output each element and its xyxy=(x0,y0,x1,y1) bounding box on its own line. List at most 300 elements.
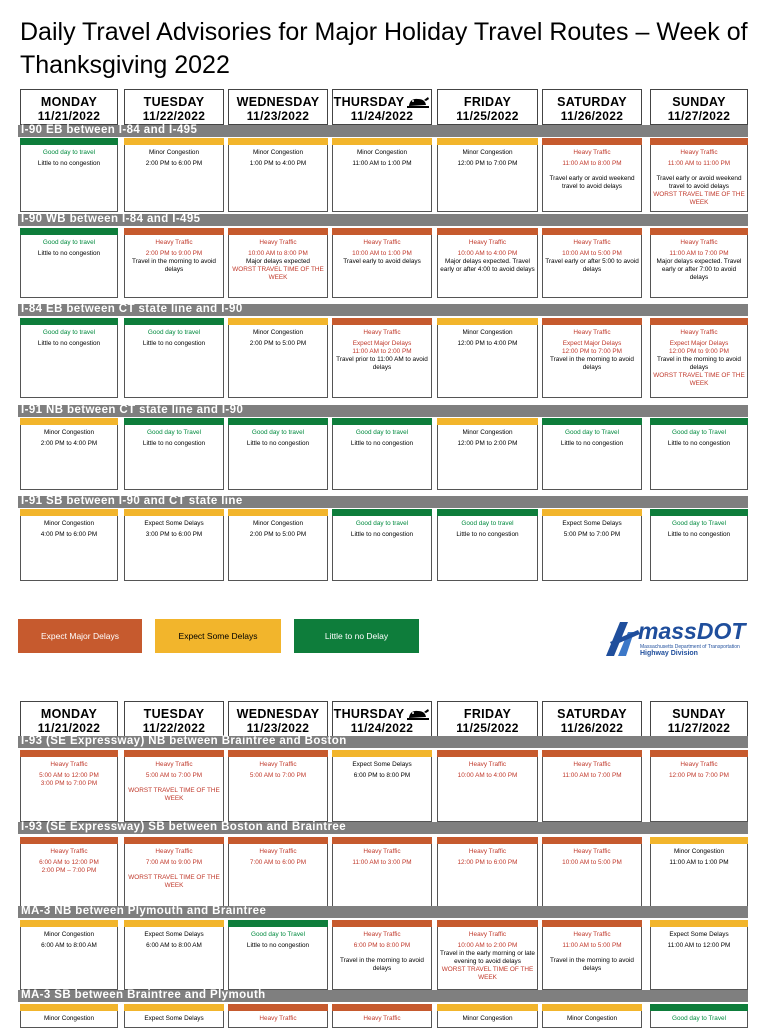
advisory-text: 5:00 AM to 7:00 PM xyxy=(145,772,203,779)
status-bar-some xyxy=(332,750,432,757)
advisory-text: 10:00 AM to 1:00 PM xyxy=(352,250,412,257)
advisory-cell xyxy=(228,750,328,822)
advisory-text: Heavy Traffic xyxy=(573,761,611,768)
advisory-text: WORST TRAVEL TIME OF THE WEEK xyxy=(653,372,745,387)
status-bar-major xyxy=(650,318,748,325)
advisory-cell xyxy=(650,318,748,398)
status-bar-some xyxy=(124,138,224,145)
advisory-text: Good day to travel xyxy=(251,429,305,436)
advisory-cell xyxy=(20,509,118,581)
logo-prefix: mass xyxy=(638,618,697,644)
advisory-text: Expect Some Delays xyxy=(562,520,622,527)
advisory-text: Minor Congestion xyxy=(43,1015,95,1022)
status-bar-major xyxy=(124,837,224,844)
status-bar-major xyxy=(542,837,642,844)
advisory-text: Minor Congestion xyxy=(462,1015,513,1022)
status-bar-some xyxy=(332,138,432,145)
advisory-cell xyxy=(437,920,538,990)
route-title: I-84 EB between CT state line and I-90 xyxy=(21,303,243,315)
advisory-text: 11:00 AM to 2:00 PM xyxy=(352,348,412,355)
status-bar-little xyxy=(437,509,538,516)
route-title: I-91 NB between CT state line and I-90 xyxy=(21,404,244,416)
status-bar-major xyxy=(542,920,642,927)
route-title: I-93 (SE Expressway) SB between Boston and Braintree xyxy=(21,821,346,833)
advisory-text: 6:00 PM to 8:00 PM xyxy=(353,942,411,949)
advisory-text: Minor Congestion xyxy=(462,149,513,156)
advisory-text: Heavy Traffic xyxy=(680,239,718,246)
advisory-text: 7:00 AM to 6:00 PM xyxy=(249,859,307,866)
advisory-cell xyxy=(124,418,224,490)
advisory-cell xyxy=(650,138,748,212)
day-name: SUNDAY xyxy=(672,95,726,109)
advisory-cell xyxy=(437,837,538,909)
route-band xyxy=(18,736,748,748)
status-bar-some xyxy=(542,1004,642,1011)
advisory-text: Travel early or after 5:00 to avoid delays xyxy=(545,258,639,273)
advisory-text: 6:00 AM to 8:00 AM xyxy=(146,942,202,949)
advisory-text: Good day to Travel xyxy=(672,1015,726,1022)
advisory-text: 10:00 AM to 8:00 PM xyxy=(248,250,308,257)
advisory-text: 2:00 PM to 4:00 PM xyxy=(40,440,98,447)
status-bar-some xyxy=(650,920,748,927)
advisory-text: Little to no congestion xyxy=(667,531,731,538)
advisory-cell xyxy=(332,509,432,581)
advisory-cell xyxy=(650,1004,748,1028)
day-name: SATURDAY xyxy=(557,95,627,109)
advisory-cell xyxy=(332,418,432,490)
route-band xyxy=(18,906,748,918)
logo-line2: Highway Division xyxy=(640,650,698,657)
advisory-cell xyxy=(332,228,432,298)
status-bar-some xyxy=(20,509,118,516)
status-bar-major xyxy=(542,138,642,145)
advisory-text: Heavy Traffic xyxy=(363,239,401,246)
advisory-cell xyxy=(332,318,432,398)
day-header-tuesday xyxy=(124,701,224,737)
advisory-cell xyxy=(542,228,642,298)
status-bar-major xyxy=(650,750,748,757)
day-name: WEDNESDAY xyxy=(236,707,320,721)
logo-suffix: DOT xyxy=(696,618,746,644)
advisory-text: Little to no congestion xyxy=(37,160,101,167)
advisory-cell xyxy=(542,1004,642,1028)
status-bar-major xyxy=(437,837,538,844)
advisory-text: 1:00 PM to 4:00 PM xyxy=(249,160,307,167)
advisory-text: WORST TRAVEL TIME OF THE WEEK xyxy=(441,966,534,981)
advisory-text: 11:00 AM to 8:00 PM xyxy=(562,160,622,167)
advisory-text: Little to no congestion xyxy=(350,531,414,538)
advisory-text: Major delays expected xyxy=(246,258,310,265)
day-header-sunday xyxy=(650,701,748,737)
advisory-cell xyxy=(542,750,642,822)
advisory-text: Heavy Traffic xyxy=(155,761,193,768)
advisory-text: Expect Some Delays xyxy=(144,931,204,938)
day-date: 11/21/2022 xyxy=(37,109,101,123)
day-name: TUESDAY xyxy=(143,707,205,721)
status-bar-major xyxy=(228,228,328,235)
advisory-cell xyxy=(124,318,224,398)
status-bar-major xyxy=(228,1004,328,1011)
advisory-text: 2:00 PM – 7:00 PM xyxy=(41,867,97,874)
day-name: THURSDAY xyxy=(333,707,431,721)
advisory-cell xyxy=(20,318,118,398)
route-band xyxy=(18,304,748,316)
status-bar-major xyxy=(650,138,748,145)
advisory-cell xyxy=(124,138,224,212)
advisory-text: Minor Congestion xyxy=(462,429,513,436)
advisory-cell xyxy=(650,837,748,909)
advisory-text: Travel early or avoid weekend travel to avoid delays xyxy=(656,175,742,190)
advisory-text: Expect Some Delays xyxy=(352,761,412,768)
turkey-icon xyxy=(406,708,430,721)
advisory-text: 5:00 PM to 7:00 PM xyxy=(563,531,621,538)
route-title: I-93 (SE Expressway) NB between Braintree and Boston xyxy=(21,735,347,747)
status-bar-little xyxy=(124,418,224,425)
advisory-text: WORST TRAVEL TIME OF THE WEEK xyxy=(128,874,220,889)
advisory-text: 5:00 AM to 7:00 PM xyxy=(249,772,307,779)
status-bar-some xyxy=(124,1004,224,1011)
advisory-cell xyxy=(124,228,224,298)
status-bar-major xyxy=(332,920,432,927)
advisory-text: 12:00 PM to 6:00 PM xyxy=(457,859,518,866)
status-bar-major xyxy=(542,318,642,325)
advisory-text: Minor Congestion xyxy=(43,520,95,527)
day-date: 11/25/2022 xyxy=(456,109,519,123)
advisory-cell xyxy=(332,750,432,822)
advisory-text: Heavy Traffic xyxy=(573,149,611,156)
advisory-text: Good day to travel xyxy=(461,520,514,527)
advisory-cell xyxy=(124,750,224,822)
turkey-icon xyxy=(406,96,430,109)
advisory-text: Little to no congestion xyxy=(142,340,206,347)
advisory-text: Heavy Traffic xyxy=(259,239,297,246)
advisory-text: Travel in the early morning or late evening to avoid delays xyxy=(440,950,535,965)
day-name: SUNDAY xyxy=(672,707,726,721)
advisory-text: Heavy Traffic xyxy=(363,848,401,855)
day-header-saturday xyxy=(542,89,642,125)
advisory-cell xyxy=(124,1004,224,1028)
advisory-text: Little to no congestion xyxy=(37,250,101,257)
day-header-friday xyxy=(437,89,538,125)
advisory-cell xyxy=(650,920,748,990)
advisory-text: 7:00 AM to 9:00 PM xyxy=(145,859,203,866)
advisory-text: 11:00 AM to 5:00 PM xyxy=(562,942,622,949)
advisory-text: Little to no congestion xyxy=(456,531,519,538)
status-bar-some xyxy=(542,509,642,516)
advisory-text: Heavy Traffic xyxy=(155,239,193,246)
advisory-cell xyxy=(20,837,118,909)
route-title: I-90 EB between I-84 and I-495 xyxy=(21,124,198,136)
advisory-text: 12:00 PM to 4:00 PM xyxy=(457,340,518,347)
status-bar-major xyxy=(332,837,432,844)
advisory-text: Heavy Traffic xyxy=(259,848,297,855)
status-bar-major xyxy=(332,228,432,235)
advisory-cell xyxy=(20,138,118,212)
status-bar-some xyxy=(437,1004,538,1011)
legend-little: Little to no Delay xyxy=(294,619,419,653)
advisory-cell xyxy=(20,1004,118,1028)
day-name: FRIDAY xyxy=(463,95,512,109)
day-header-sunday xyxy=(650,89,748,125)
day-name: TUESDAY xyxy=(143,95,205,109)
advisory-text: 6:00 AM to 12:00 PM xyxy=(39,859,99,866)
day-name: SATURDAY xyxy=(557,707,627,721)
route-band xyxy=(18,214,748,226)
advisory-cell xyxy=(437,750,538,822)
advisory-text: 5:00 AM to 12:00 PM xyxy=(39,772,99,779)
route-title: MA-3 NB between Plymouth and Braintree xyxy=(21,905,267,917)
advisory-text: Good day to travel xyxy=(355,429,409,436)
status-bar-major xyxy=(542,228,642,235)
route-band xyxy=(18,405,748,417)
advisory-text: Little to no congestion xyxy=(560,440,624,447)
advisory-text: Travel in the morning to avoid delays xyxy=(132,258,216,273)
day-header-saturday xyxy=(542,701,642,737)
legend-some: Expect Some Delays xyxy=(155,619,281,653)
advisory-text: Minor Congestion xyxy=(673,848,725,855)
status-bar-little xyxy=(650,509,748,516)
advisory-cell xyxy=(437,318,538,398)
advisory-cell xyxy=(228,509,328,581)
page-title: Daily Travel Advisories for Major Holiday Travel Routes – Week of Thanksgiving 2022 xyxy=(20,18,748,79)
advisory-text: 12:00 PM to 7:00 PM xyxy=(561,348,623,355)
status-bar-little xyxy=(332,418,432,425)
advisory-text: Heavy Traffic xyxy=(363,931,401,938)
advisory-text: Major delays expected. Travel early or after 4:00 to avoid delays xyxy=(440,258,535,273)
status-bar-some xyxy=(437,138,538,145)
advisory-text: 11:00 AM to 7:00 PM xyxy=(669,250,729,257)
advisory-cell xyxy=(228,318,328,398)
advisory-cell xyxy=(332,1004,432,1028)
advisory-text: Travel prior to 11:00 AM to avoid delays xyxy=(336,356,428,371)
advisory-text: 12:00 PM to 2:00 PM xyxy=(457,440,518,447)
advisory-text: Good day to Travel xyxy=(672,520,726,527)
day-date: 11/27/2022 xyxy=(667,721,731,735)
advisory-text: 3:00 PM to 7:00 PM xyxy=(40,780,98,787)
advisory-text: 3:00 PM to 6:00 PM xyxy=(145,531,203,538)
advisory-text: Expect Major Delays xyxy=(669,340,729,347)
status-bar-major xyxy=(124,750,224,757)
day-date: 11/26/2022 xyxy=(560,721,624,735)
status-bar-major xyxy=(650,228,748,235)
advisory-cell xyxy=(437,1004,538,1028)
route-band xyxy=(18,125,748,137)
day-name: FRIDAY xyxy=(463,707,512,721)
advisory-text: Heavy Traffic xyxy=(573,848,611,855)
advisory-text: 11:00 AM to 12:00 PM xyxy=(667,942,731,949)
advisory-text: Minor Congestion xyxy=(462,329,513,336)
advisory-text: Heavy Traffic xyxy=(363,1015,401,1022)
status-bar-some xyxy=(124,509,224,516)
day-name: MONDAY xyxy=(40,95,98,109)
advisory-text: Minor Congestion xyxy=(252,329,304,336)
advisory-text: WORST TRAVEL TIME OF THE WEEK xyxy=(232,266,324,281)
advisory-text: Little to no congestion xyxy=(350,440,414,447)
advisory-cell xyxy=(20,418,118,490)
status-bar-major xyxy=(20,750,118,757)
advisory-cell xyxy=(650,228,748,298)
advisory-text: Little to no congestion xyxy=(246,942,310,949)
status-bar-major xyxy=(437,750,538,757)
advisory-text: 2:00 PM to 5:00 PM xyxy=(249,340,307,347)
day-header-friday xyxy=(437,701,538,737)
advisory-text: Travel in the morning to avoid delays xyxy=(657,356,741,371)
advisory-text: 2:00 PM to 5:00 PM xyxy=(249,531,307,538)
advisory-text: Minor Congestion xyxy=(43,429,95,436)
route-band xyxy=(18,496,748,508)
advisory-text: 11:00 AM to 11:00 PM xyxy=(667,160,731,167)
day-date: 11/27/2022 xyxy=(667,109,731,123)
advisory-text: Heavy Traffic xyxy=(680,761,718,768)
advisory-cell xyxy=(124,837,224,909)
day-header-monday xyxy=(20,89,118,125)
advisory-text: Good day to travel xyxy=(42,239,96,246)
advisory-text: Travel in the morning to avoid delays xyxy=(550,957,634,972)
advisory-text: Minor Congestion xyxy=(43,931,95,938)
advisory-text: Travel in the morning to avoid delays xyxy=(550,356,634,371)
advisory-text: Heavy Traffic xyxy=(50,848,88,855)
status-bar-some xyxy=(437,318,538,325)
advisory-text: 6:00 PM to 8:00 PM xyxy=(353,772,411,779)
advisory-cell xyxy=(542,418,642,490)
day-date: 11/23/2022 xyxy=(246,109,310,123)
advisory-text: Major delays expected. Travel early or after 7:00 to avoid delays xyxy=(656,258,742,281)
advisory-text: Good day to travel xyxy=(147,329,201,336)
advisory-cell xyxy=(542,920,642,990)
day-header-tuesday xyxy=(124,89,224,125)
advisory-cell xyxy=(542,318,642,398)
advisory-cell xyxy=(20,228,118,298)
advisory-text: Travel early or avoid weekend travel to avoid delays xyxy=(549,175,635,190)
status-bar-some xyxy=(124,920,224,927)
route-band xyxy=(18,822,748,834)
status-bar-little xyxy=(650,418,748,425)
status-bar-some xyxy=(650,837,748,844)
advisory-text: 4:00 PM to 6:00 PM xyxy=(40,531,98,538)
advisory-text: 10:00 AM to 5:00 PM xyxy=(562,250,622,257)
advisory-text: 10:00 AM to 2:00 PM xyxy=(457,942,518,949)
advisory-text: Good day to Travel xyxy=(565,429,619,436)
advisory-text: WORST TRAVEL TIME OF THE WEEK xyxy=(653,191,745,206)
day-header-thursday xyxy=(332,701,432,737)
status-bar-major xyxy=(542,750,642,757)
advisory-text: Expect Some Delays xyxy=(669,931,729,938)
advisory-text: 11:00 AM to 7:00 PM xyxy=(562,772,622,779)
route-title: I-91 SB between I-90 and CT state line xyxy=(21,495,243,507)
day-header-wednesday xyxy=(228,701,328,737)
day-date: 11/21/2022 xyxy=(37,721,101,735)
status-bar-major xyxy=(124,228,224,235)
advisory-text: Minor Congestion xyxy=(148,149,200,156)
advisory-text: 6:00 AM to 8:00 AM xyxy=(41,942,97,949)
day-date: 11/24/2022 xyxy=(350,109,414,124)
advisory-text: Heavy Traffic xyxy=(573,931,611,938)
advisory-cell xyxy=(650,509,748,581)
day-name: MONDAY xyxy=(40,707,98,721)
advisory-text: Travel early to avoid delays xyxy=(343,258,421,265)
status-bar-some xyxy=(228,509,328,516)
advisory-text: 12:00 PM to 7:00 PM xyxy=(668,772,730,779)
status-bar-some xyxy=(20,1004,118,1011)
legend-major: Expect Major Delays xyxy=(18,619,142,653)
advisory-text: Expect Some Delays xyxy=(144,520,204,527)
advisory-cell xyxy=(650,750,748,822)
advisory-text: Little to no congestion xyxy=(246,440,310,447)
logo-line1: Massachusetts Department of Transportation xyxy=(640,644,740,650)
status-bar-major xyxy=(437,920,538,927)
advisory-text: Heavy Traffic xyxy=(468,931,507,938)
status-bar-major xyxy=(228,750,328,757)
advisory-cell xyxy=(542,138,642,212)
status-bar-some xyxy=(228,318,328,325)
status-bar-some xyxy=(20,418,118,425)
advisory-text: Expect Major Delays xyxy=(562,340,622,347)
day-header-thursday xyxy=(332,89,432,125)
status-bar-little xyxy=(228,920,328,927)
advisory-text: 2:00 PM to 9:00 PM xyxy=(145,250,203,257)
route-band xyxy=(18,990,748,1002)
advisory-cell xyxy=(228,228,328,298)
advisory-text: Heavy Traffic xyxy=(468,848,507,855)
advisory-text: Expect Major Delays xyxy=(352,340,412,347)
status-bar-little xyxy=(650,1004,748,1011)
advisory-text: Minor Congestion xyxy=(356,149,408,156)
status-bar-major xyxy=(332,1004,432,1011)
advisory-text: Heavy Traffic xyxy=(468,239,507,246)
status-bar-major xyxy=(20,837,118,844)
advisory-cell xyxy=(542,837,642,909)
status-bar-little xyxy=(228,418,328,425)
day-name: THURSDAY xyxy=(333,95,431,109)
advisory-text: Good day to travel xyxy=(42,149,96,156)
route-title: I-90 WB between I-84 and I-495 xyxy=(21,213,201,225)
status-bar-little xyxy=(542,418,642,425)
advisory-text: Little to no congestion xyxy=(37,340,101,347)
advisory-cell xyxy=(124,509,224,581)
advisory-cell xyxy=(437,138,538,212)
status-bar-some xyxy=(20,920,118,927)
advisory-text: Heavy Traffic xyxy=(573,329,611,336)
advisory-cell xyxy=(437,418,538,490)
advisory-cell xyxy=(228,418,328,490)
day-date: 11/23/2022 xyxy=(246,721,310,735)
advisory-text: 12:00 PM to 9:00 PM xyxy=(668,348,730,355)
day-name: WEDNESDAY xyxy=(236,95,320,109)
advisory-cell xyxy=(20,920,118,990)
advisory-text: Minor Congestion xyxy=(252,149,304,156)
advisory-text: Heavy Traffic xyxy=(680,329,718,336)
day-header-monday xyxy=(20,701,118,737)
day-header-wednesday xyxy=(228,89,328,125)
advisory-text: 11:00 AM to 1:00 PM xyxy=(352,160,412,167)
advisory-cell xyxy=(332,138,432,212)
advisory-text: Heavy Traffic xyxy=(259,761,297,768)
advisory-text: Good day to Travel xyxy=(147,429,201,436)
status-bar-major xyxy=(437,228,538,235)
day-date: 11/22/2022 xyxy=(142,721,206,735)
status-bar-little xyxy=(124,318,224,325)
advisory-text: Expect Some Delays xyxy=(144,1015,204,1022)
advisory-cell xyxy=(228,837,328,909)
advisory-text: Heavy Traffic xyxy=(259,1015,297,1022)
advisory-text: Travel in the morning to avoid delays xyxy=(340,957,424,972)
day-date: 11/24/2022 xyxy=(350,721,414,736)
advisory-text: Heavy Traffic xyxy=(573,239,611,246)
advisory-cell xyxy=(650,418,748,490)
day-date: 11/22/2022 xyxy=(142,109,206,123)
advisory-text: Heavy Traffic xyxy=(680,149,718,156)
status-bar-some xyxy=(437,418,538,425)
